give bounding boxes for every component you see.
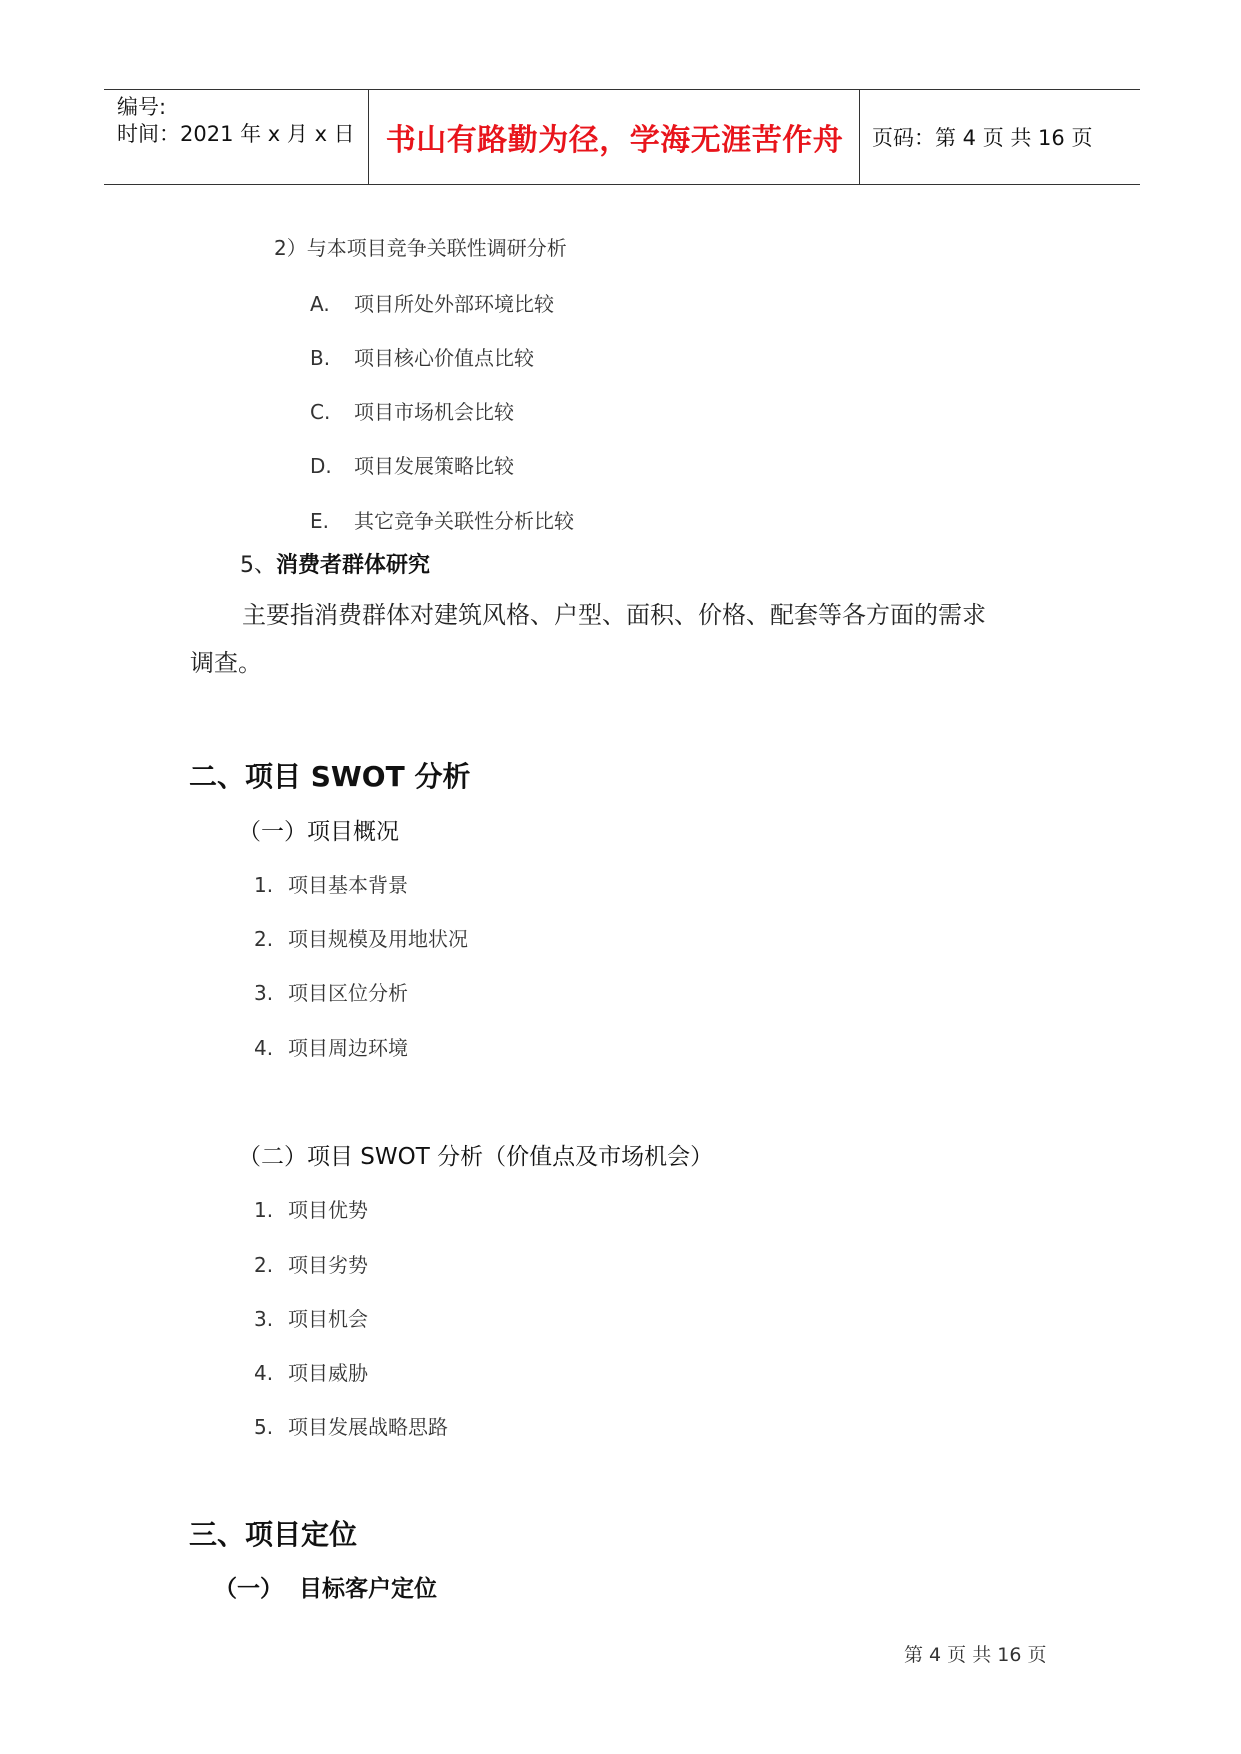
- paragraph-line: 调查。: [190, 649, 262, 677]
- list-marker: 3.: [254, 1307, 274, 1331]
- list-marker: 4.: [254, 1361, 274, 1385]
- list-marker: A.: [310, 292, 330, 316]
- list-item: [310, 505, 574, 534]
- list-marker: 3.: [254, 981, 274, 1005]
- chapter-title: 二、项目 SWOT 分析: [189, 760, 471, 793]
- list-item: [310, 288, 554, 317]
- list-text: 项目优势: [288, 1198, 368, 1222]
- list-item: [254, 977, 408, 1006]
- header-meta: [117, 94, 355, 148]
- list-text: 项目周边环境: [288, 1036, 408, 1060]
- section-title: 消费者群体研究: [276, 553, 431, 578]
- list-marker: 1.: [254, 1198, 274, 1222]
- list-marker: D.: [310, 454, 332, 478]
- list-text: 项目基本背景: [288, 873, 408, 897]
- list-text: 项目发展战略思路: [288, 1415, 448, 1439]
- list-item: [310, 342, 534, 371]
- paragraph-line: 主要指消费群体对建筑风格、户型、面积、价格、配套等各方面的需求: [242, 601, 986, 629]
- subsection-title: （二）项目 SWOT 分析（价值点及市场机会）: [238, 1144, 714, 1170]
- list-item: [254, 1411, 448, 1440]
- list-text: 项目规模及用地状况: [288, 927, 468, 951]
- subsection-title: （一）项目概况: [238, 819, 399, 845]
- list-marker: 4.: [254, 1036, 274, 1060]
- list-text: 项目发展策略比较: [354, 454, 514, 478]
- list-marker: 2.: [254, 1253, 274, 1277]
- list-item: [254, 1249, 368, 1278]
- list-text: 项目所处外部环境比较: [354, 292, 554, 316]
- subsection-title: 2）与本项目竞争关联性调研分析: [274, 236, 567, 260]
- list-text: 其它竞争关联性分析比较: [354, 509, 574, 533]
- list-marker: 1.: [254, 873, 274, 897]
- list-item: [254, 923, 468, 952]
- list-text: 项目威胁: [288, 1361, 368, 1385]
- time-label: 时间：2021 年 x 月 x 日: [117, 122, 355, 146]
- list-text: 项目核心价值点比较: [354, 346, 534, 370]
- list-item: [254, 1032, 408, 1061]
- list-text: 项目市场机会比较: [354, 400, 514, 424]
- section-number: 5、: [240, 553, 276, 578]
- header-divider: [859, 90, 860, 184]
- subsection-title: （一） 目标客户定位: [214, 1576, 438, 1602]
- header-motto: 书山有路勤为径，学海无涯苦作舟: [385, 123, 844, 158]
- document-header: [104, 89, 1140, 185]
- list-item: [310, 396, 514, 425]
- list-item: [254, 1303, 368, 1332]
- number-label: 编号:: [117, 95, 167, 119]
- chapter-title: 三、项目定位: [189, 1518, 358, 1551]
- list-item: [254, 1194, 368, 1223]
- list-text: 项目劣势: [288, 1253, 368, 1277]
- list-marker: 2.: [254, 927, 274, 951]
- list-marker: C.: [310, 400, 331, 424]
- page-footer: 第 4 页 共 16 页: [904, 1644, 1047, 1666]
- list-text: 项目机会: [288, 1307, 368, 1331]
- list-item: [310, 450, 514, 479]
- section-heading: [240, 548, 430, 579]
- header-page-label: 页码：第 4 页 共 16 页: [872, 126, 1093, 150]
- list-text: 项目区位分析: [288, 981, 408, 1005]
- list-marker: B.: [310, 346, 331, 370]
- header-divider: [368, 90, 369, 184]
- list-item: [254, 869, 408, 898]
- list-item: [254, 1357, 368, 1386]
- list-marker: E.: [310, 509, 329, 533]
- list-marker: 5.: [254, 1415, 274, 1439]
